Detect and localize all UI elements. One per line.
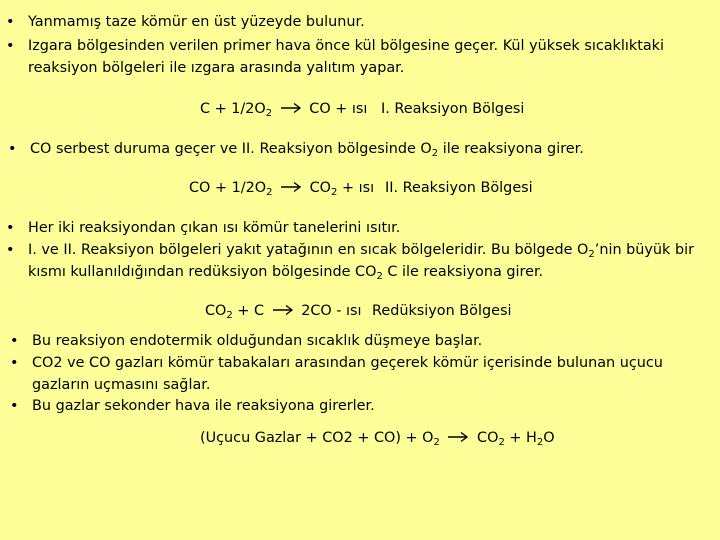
bullet-item	[6, 217, 706, 239]
bullet-item	[10, 395, 710, 417]
bullet-text: Izgara bölgesinden verilen primer hava önce kül bölgesine geçer. Kül yüksek sıcaklıktaki reaksiyon bölgeleri ile ızgara arasında yalıtım yapar.	[28, 38, 665, 76]
bullet-text: CO serbest duruma geçer ve II. Reaksiyon bölgesinde $O_2$ ile reaksiyona girer.	[30, 141, 584, 159]
subscript: 2	[331, 187, 338, 198]
subscript: 2	[431, 148, 439, 159]
bullet-dot: •	[6, 38, 15, 54]
bullet-item	[6, 11, 706, 33]
reaction-arrow-icon	[280, 102, 302, 114]
equation-lhs: (Uçucu Gazlar + CO2 + CO) + O	[200, 430, 434, 446]
equation-2: CO + $1/2O_2$ $CO_2$ + ısı	[189, 180, 375, 198]
reaction-arrow-icon	[272, 304, 294, 316]
bullet-text: Yanmamış taze kömür en üst yüzeyde bulunur.	[28, 14, 365, 30]
bullet-item	[6, 239, 706, 283]
bullet-text: CO2 ve CO gazları kömür tabakaları arasından geçerek kömür içerisinde bulunan uçucu gazların uçmasını sağlar.	[32, 355, 663, 393]
bullet-item	[6, 35, 696, 79]
bullet-text: Her iki reaksiyondan çıkan ısı kömür tanelerini ısıtır.	[28, 220, 401, 236]
equation-rhs: CO + ısı	[309, 101, 368, 117]
region-label-3: Redüksiyon Bölgesi	[372, 303, 512, 319]
equation-lhs: CO	[205, 303, 227, 319]
bullet-dot: •	[6, 220, 15, 236]
reaction-arrow-icon	[280, 181, 302, 193]
subscript: 2	[266, 187, 273, 198]
subscript: 2	[536, 437, 544, 448]
equation-rhs: CO	[477, 430, 499, 446]
subscript: 2	[376, 271, 383, 282]
subscript: 2	[226, 310, 233, 321]
bullet-item	[10, 352, 700, 396]
reaction-arrow-icon	[447, 431, 469, 443]
bullet-dot: •	[8, 141, 17, 157]
equation-lhs: C + 1/2O	[200, 101, 266, 117]
bullet-text: Bu gazlar sekonder hava ile reaksiyona girerler.	[32, 398, 375, 414]
equation-4: (Uçucu Gazlar + $CO2 + CO) + O_2$ $CO_2 + H_2O$	[200, 430, 555, 448]
equation-rhs: 2CO - ısı	[301, 303, 362, 319]
region-label-1: I. Reaksiyon Bölgesi	[381, 101, 525, 117]
subscript: 2	[498, 437, 505, 448]
subscript: 2	[588, 249, 595, 260]
bullet-dot: •	[6, 14, 15, 30]
equation-1	[200, 98, 367, 120]
bullet-text: I. ve II. Reaksiyon bölgeleri yakıt yatağının en sıcak bölgeleridir. Bu bölgede $O_2’nin$ büyük bir kısmı kullanıldığından redüksiyon bölgesinde $CO_2$ C ile reaksiyona girer.	[28, 242, 694, 282]
subscript: 2	[433, 437, 440, 448]
bullet-dot: •	[10, 355, 19, 371]
bullet-text: Bu reaksiyon endotermik olduğundan sıcaklık düşmeye başlar.	[32, 333, 483, 349]
bullet-item	[10, 330, 710, 352]
equation-rhs: CO	[309, 180, 331, 196]
subscript: 2	[265, 108, 273, 119]
bullet-dot: •	[10, 398, 19, 414]
bullet-item	[8, 138, 708, 160]
region-label-2: II. Reaksiyon Bölgesi	[385, 180, 533, 196]
equation-3: $CO_2 + C$ 2CO - ısı	[205, 303, 362, 321]
equation-lhs: CO + 1/2O	[189, 180, 267, 196]
bullet-dot: •	[6, 242, 15, 258]
bullet-dot: •	[10, 333, 19, 349]
